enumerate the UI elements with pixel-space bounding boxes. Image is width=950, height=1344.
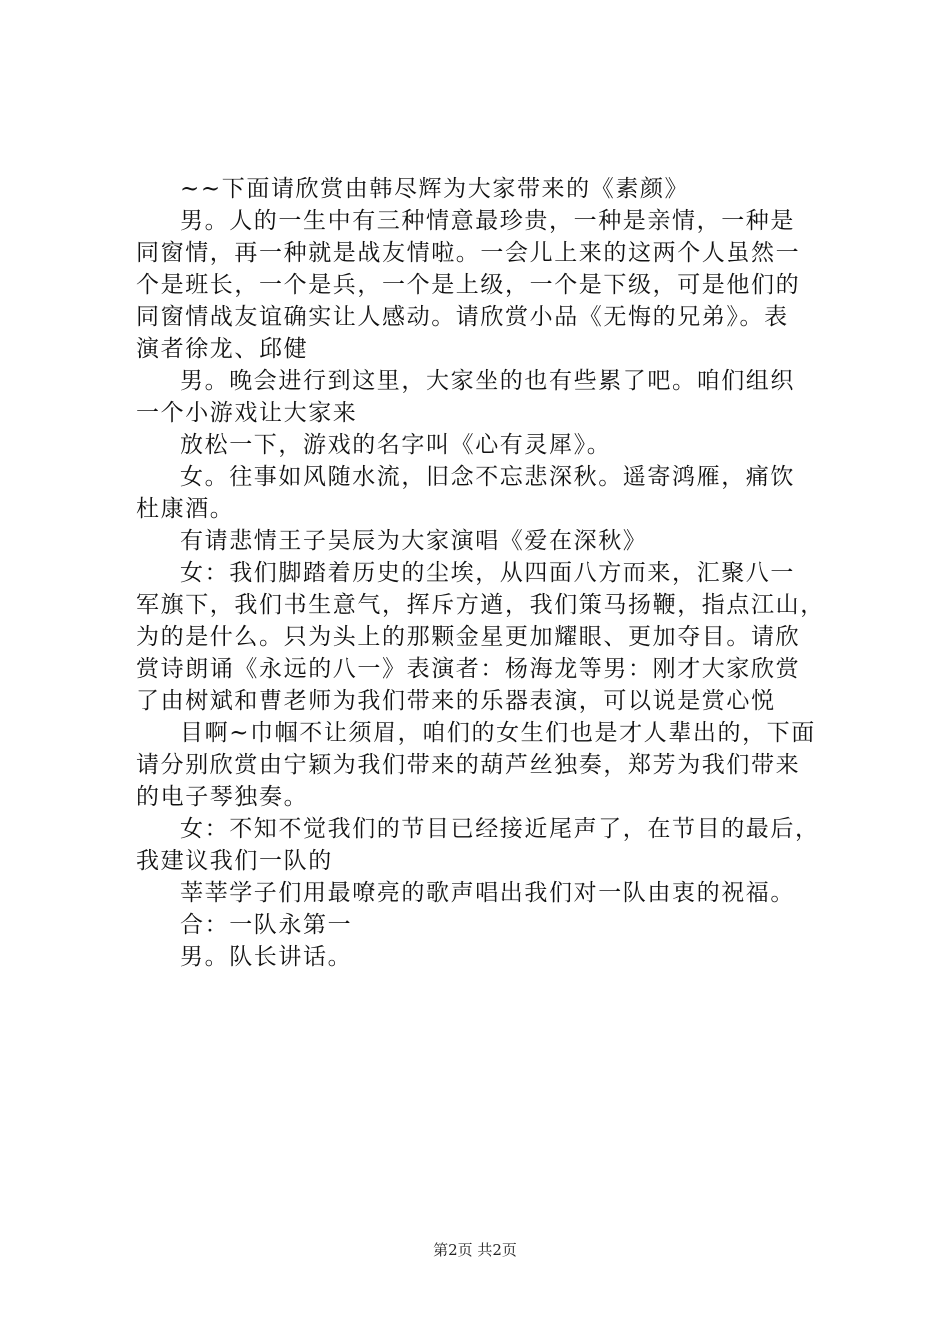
text-line: 女：不知不觉我们的节目已经接近尾声了，在节目的最后， <box>180 816 820 842</box>
text-line: 杜康酒。 <box>136 496 235 522</box>
text-line: 有请悲情王子吴辰为大家演唱《爱在深秋》 <box>180 528 648 554</box>
text-line: 同窗情战友谊确实让人感动。请欣赏小品《无悔的兄弟》。表 <box>136 304 789 330</box>
page-number-label: 第2页 共2页 <box>433 1241 517 1259</box>
text-line: 男。晚会进行到这里，大家坐的也有些累了吧。咱们组织 <box>180 368 795 394</box>
text-line: 男。人的一生中有三种情意最珍贵，一种是亲情，一种是 <box>180 208 795 234</box>
text-line: 女：我们脚踏着历史的尘埃，从四面八方而来，汇聚八一 <box>180 560 795 586</box>
text-line: 莘莘学子们用最嘹亮的歌声唱出我们对一队由衷的祝福。 <box>180 880 795 906</box>
text-line: 我建议我们一队的 <box>136 848 333 874</box>
text-line: 放松一下，游戏的名字叫《心有灵犀》。 <box>180 432 612 458</box>
text-line: 一个小游戏让大家来 <box>136 400 358 426</box>
text-line: 的电子琴独奏。 <box>136 784 309 810</box>
text-line: 演者徐龙、邱健 <box>136 336 309 362</box>
text-line: 女。往事如风随水流，旧念不忘悲深秋。遥寄鸿雁，痛饮 <box>180 464 795 490</box>
text-line: 赏诗朗诵《永远的八一》表演者：杨海龙等男：刚才大家欣赏 <box>136 656 801 682</box>
text-line: 为的是什么。只为头上的那颗金星更加耀眼、更加夺目。请欣 <box>136 624 801 650</box>
text-line: 男。队长讲话。 <box>180 944 353 970</box>
document-body <box>136 173 836 973</box>
text-line: 请分别欣赏由宁颖为我们带来的葫芦丝独奏，郑芳为我们带来 <box>136 752 801 778</box>
text-line: 合：一队永第一 <box>180 912 353 938</box>
text-line: 个是班长，一个是兵，一个是上级，一个是下级，可是他们的 <box>136 272 801 298</box>
text-line: 目啊~巾帼不让须眉，咱们的女生们也是才人辈出的，下面 <box>180 720 816 746</box>
page-footer <box>0 1240 950 1260</box>
text-line: ~~下面请欣赏由韩尽辉为大家带来的《素颜》 <box>180 176 690 202</box>
text-line: 了由树斌和曹老师为我们带来的乐器表演，可以说是赏心悦 <box>136 688 776 714</box>
text-line: 同窗情，再一种就是战友情啦。一会儿上来的这两个人虽然一 <box>136 240 801 266</box>
text-line: 军旗下，我们书生意气，挥斥方遒，我们策马扬鞭，指点江山， <box>136 592 825 618</box>
